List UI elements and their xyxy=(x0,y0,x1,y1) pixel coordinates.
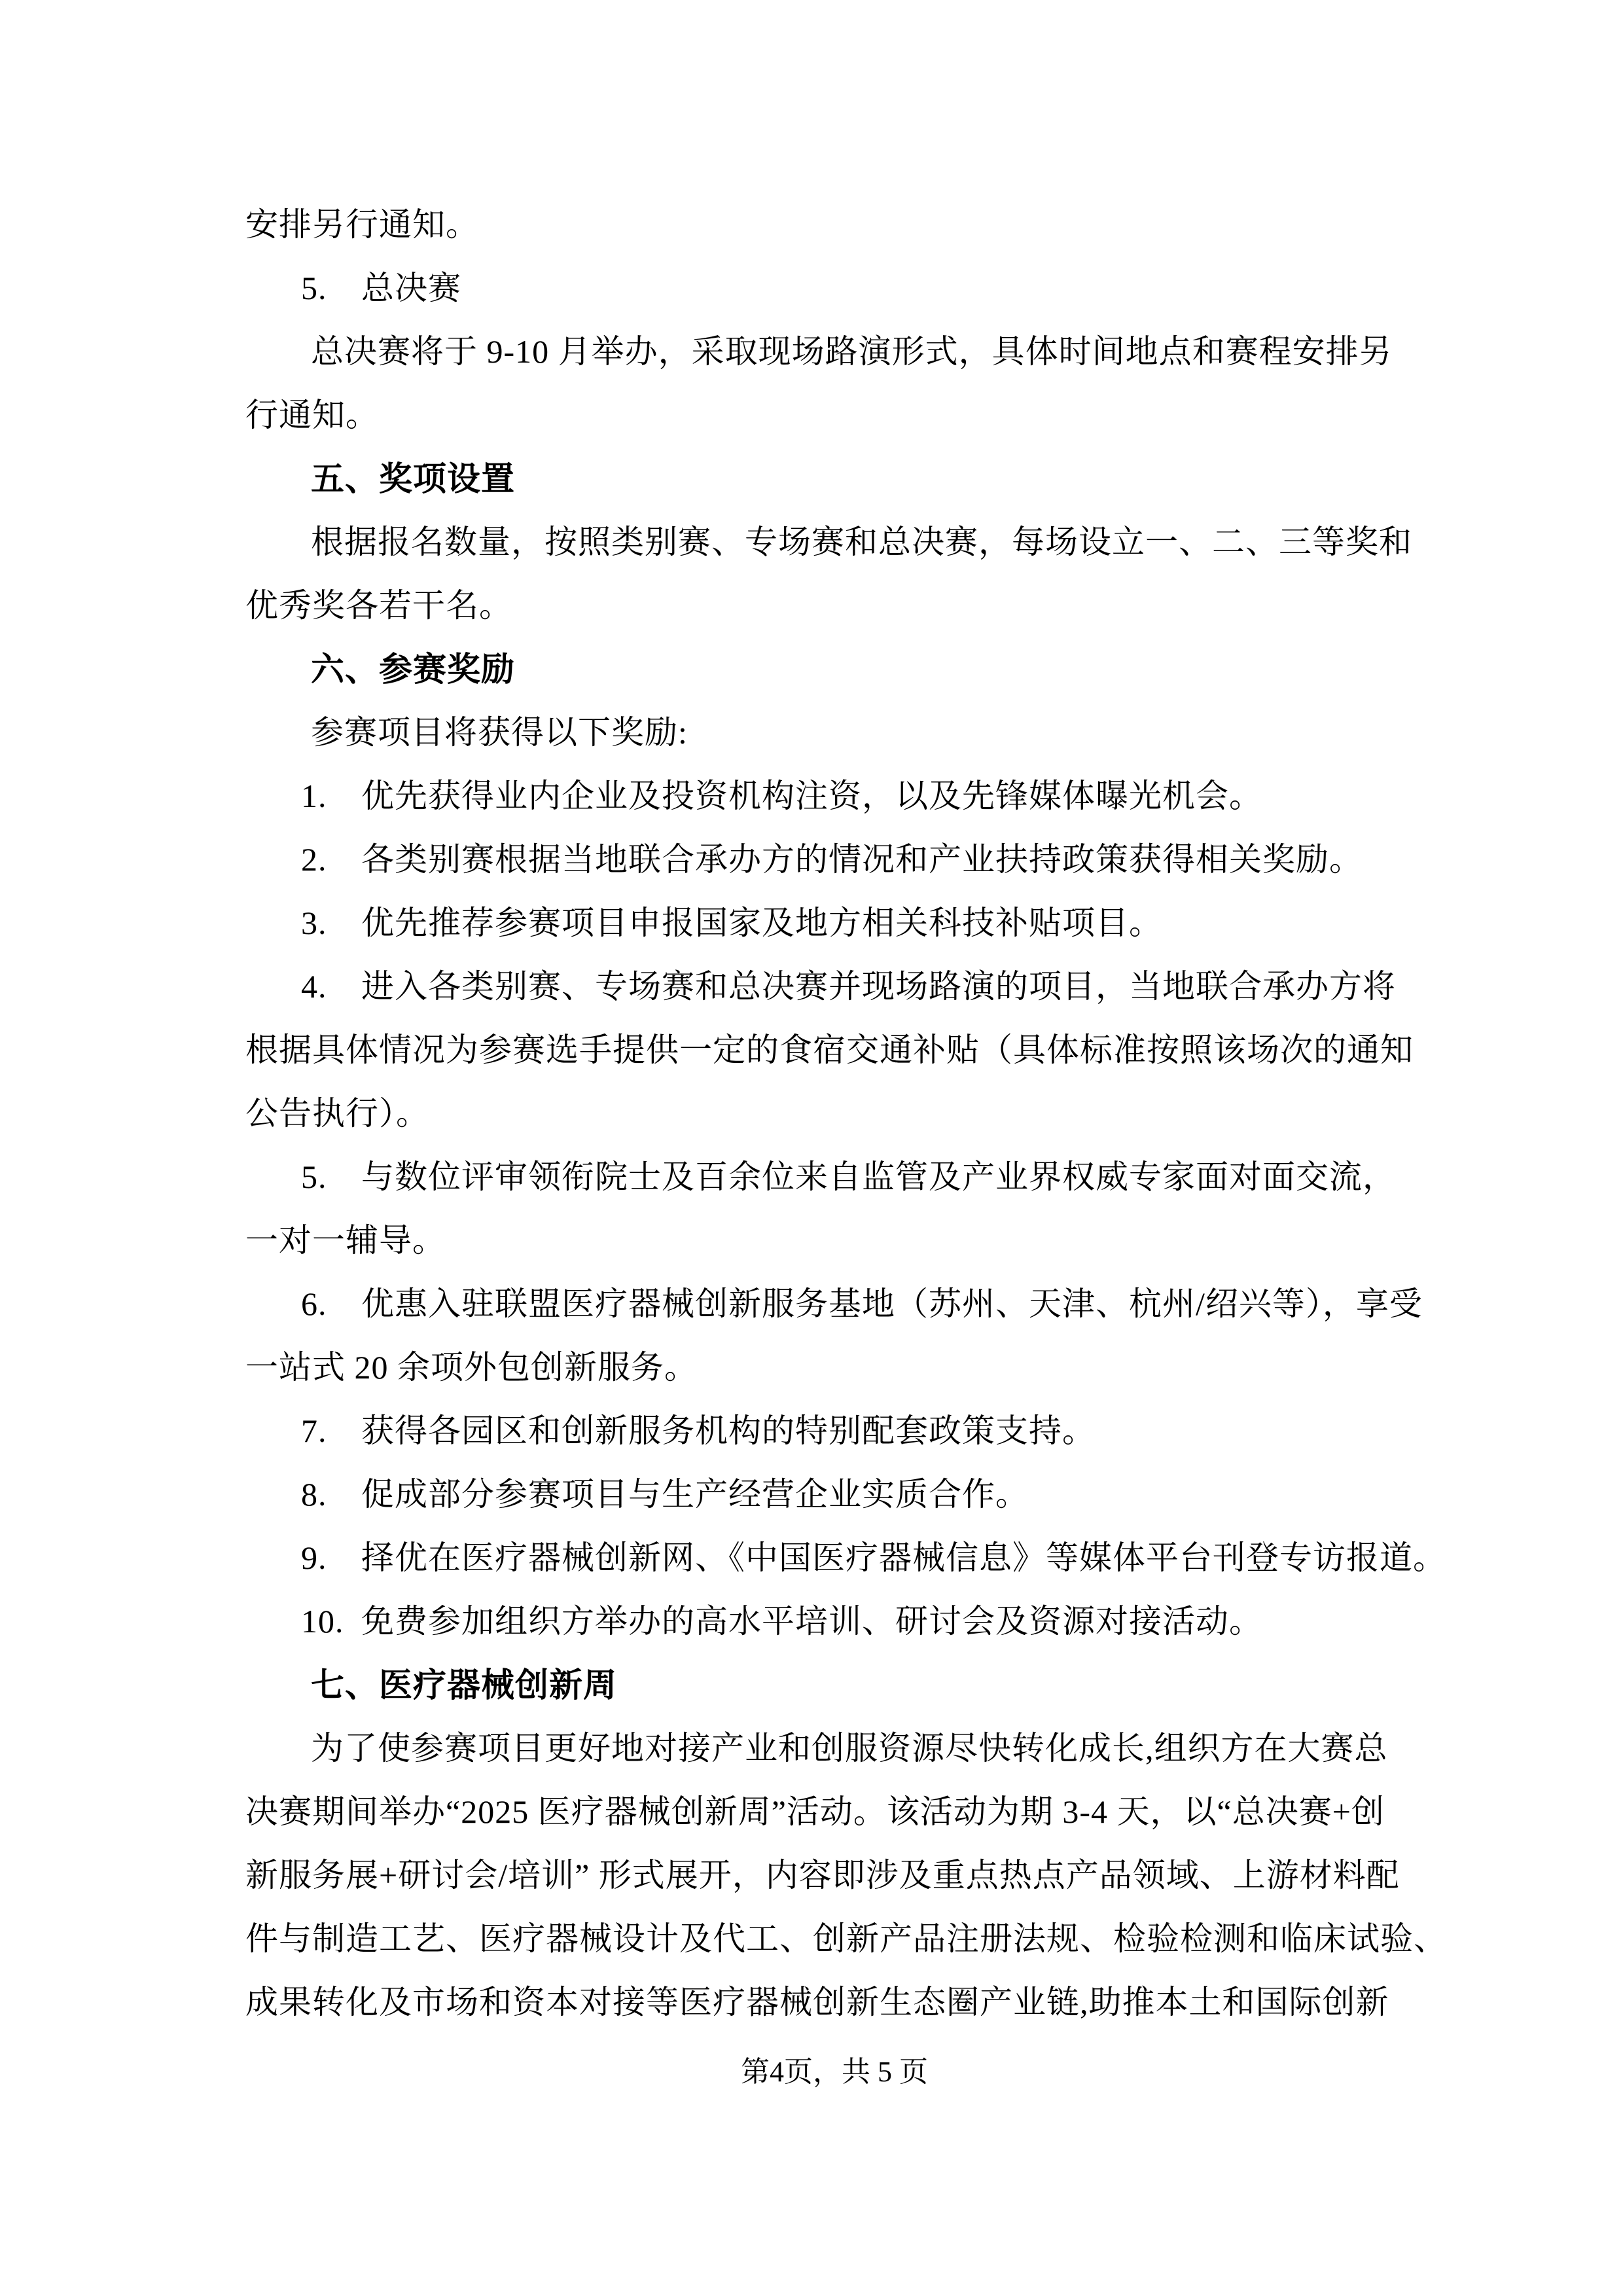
paragraph-line xyxy=(245,1717,1388,1780)
list-item-line xyxy=(245,1526,1446,1590)
list-item-number: 9. xyxy=(301,1539,327,1576)
line-text: 根据报名数量，按照类别赛、专场赛和总决赛，每场设立一、二、三等奖和 xyxy=(311,524,1412,560)
section-heading xyxy=(245,447,1378,511)
paragraph-line xyxy=(245,384,1378,447)
line-text: 决赛期间举办“2025 医疗器械创新周”活动。该活动为期 3-4 天，以“总决赛+创 xyxy=(245,1793,1385,1830)
paragraph-line xyxy=(245,1844,1400,1907)
line-text: 进入各类别赛、专场赛和总决赛并现场路演的项目，当地联合承办方将 xyxy=(361,968,1396,1005)
line-text: 免费参加组织方举办的高水平培训、研讨会及资源对接活动。 xyxy=(361,1603,1262,1640)
list-item-line xyxy=(245,257,1378,320)
paragraph-line xyxy=(245,320,1393,384)
paragraph-line xyxy=(245,1780,1385,1844)
line-text: 优先获得业内企业及投资机构注资，以及先锋媒体曝光机会。 xyxy=(361,778,1262,814)
line-text: 获得各园区和创新服务机构的特别配套政策支持。 xyxy=(361,1412,1096,1449)
line-text: 安排另行通知。 xyxy=(245,206,479,243)
list-item-number: 7. xyxy=(301,1412,327,1449)
list-item-number: 4. xyxy=(301,968,327,1005)
paragraph-line xyxy=(245,511,1412,574)
list-item-number: 2. xyxy=(301,841,327,878)
paragraph-line xyxy=(245,1209,1378,1272)
section-heading xyxy=(245,637,1378,701)
paragraph-line xyxy=(245,1082,1378,1145)
list-item-line xyxy=(245,828,1378,891)
line-text: 一对一辅导。 xyxy=(245,1222,446,1259)
section-heading xyxy=(245,1653,1378,1717)
line-text: 根据具体情况为参赛选手提供一定的食宿交通补贴（具体标准按照该场次的通知 xyxy=(245,1031,1414,1068)
line-text: 为了使参赛项目更好地对接产业和创服资源尽快转化成长,组织方在大赛总 xyxy=(311,1730,1388,1767)
paragraph-line xyxy=(245,701,1378,764)
list-item-number: 5. xyxy=(301,270,327,306)
paragraph-line xyxy=(245,1971,1389,2034)
list-item-line xyxy=(245,1272,1423,1336)
line-text: 总决赛将于 9-10 月举办，采取现场路演形式，具体时间地点和赛程安排另 xyxy=(311,333,1393,370)
line-text: 新服务展+研讨会/培训” 形式展开，内容即涉及重点热点产品领域、上游材料配 xyxy=(245,1857,1400,1893)
line-text: 一站式 20 余项外包创新服务。 xyxy=(245,1349,698,1386)
line-text: 行通知。 xyxy=(245,397,379,433)
list-item-number: 3. xyxy=(301,905,327,941)
paragraph-line xyxy=(245,1907,1447,1971)
line-text: 六、参赛奖励 xyxy=(311,651,516,688)
list-item-line xyxy=(245,1463,1378,1526)
line-text: 各类别赛根据当地联合承办方的情况和产业扶持政策获得相关奖励。 xyxy=(361,841,1363,878)
line-text: 总决赛 xyxy=(361,270,461,306)
line-text: 优秀奖各若干名。 xyxy=(245,587,512,624)
line-text: 优惠入驻联盟医疗器械创新服务基地（苏州、天津、杭州/绍兴等），享受 xyxy=(361,1285,1423,1322)
list-item-line xyxy=(245,955,1396,1018)
footer-page-number: 第4页，共 5 页 xyxy=(741,2056,928,2088)
list-item-line xyxy=(245,891,1378,955)
line-text: 优先推荐参赛项目申报国家及地方相关科技补贴项目。 xyxy=(361,905,1162,941)
line-text: 参赛项目将获得以下奖励: xyxy=(311,714,688,751)
list-item-number: 8. xyxy=(301,1476,327,1513)
line-text: 择优在医疗器械创新网、《中国医疗器械信息》等媒体平台刊登专访报道。 xyxy=(361,1539,1446,1576)
line-text: 与数位评审领衔院士及百余位来自监管及产业界权威专家面对面交流， xyxy=(361,1158,1396,1195)
line-text: 五、奖项设置 xyxy=(311,460,516,497)
list-item-number: 10. xyxy=(301,1603,344,1640)
text-block xyxy=(245,193,1447,2034)
line-text: 公告执行）。 xyxy=(245,1095,429,1132)
list-item-number: 5. xyxy=(301,1158,327,1195)
paragraph-line xyxy=(245,193,1378,257)
paragraph-line xyxy=(245,1336,1378,1399)
paragraph-line xyxy=(245,1018,1414,1082)
list-item-number: 1. xyxy=(301,778,327,814)
list-item-line xyxy=(245,764,1378,828)
list-item-number: 6. xyxy=(301,1285,327,1322)
line-text: 促成部分参赛项目与生产经营企业实质合作。 xyxy=(361,1476,1029,1513)
line-text: 件与制造工艺、医疗器械设计及代工、创新产品注册法规、检验检测和临床试验、 xyxy=(245,1920,1447,1957)
list-item-line xyxy=(245,1590,1378,1653)
line-text: 七、医疗器械创新周 xyxy=(311,1666,618,1704)
line-text: 成果转化及市场和资本对接等医疗器械创新生态圈产业链,助推本土和国际创新 xyxy=(245,1984,1389,2020)
paragraph-line xyxy=(245,574,1378,637)
list-item-line xyxy=(245,1145,1396,1209)
list-item-line xyxy=(245,1399,1378,1463)
